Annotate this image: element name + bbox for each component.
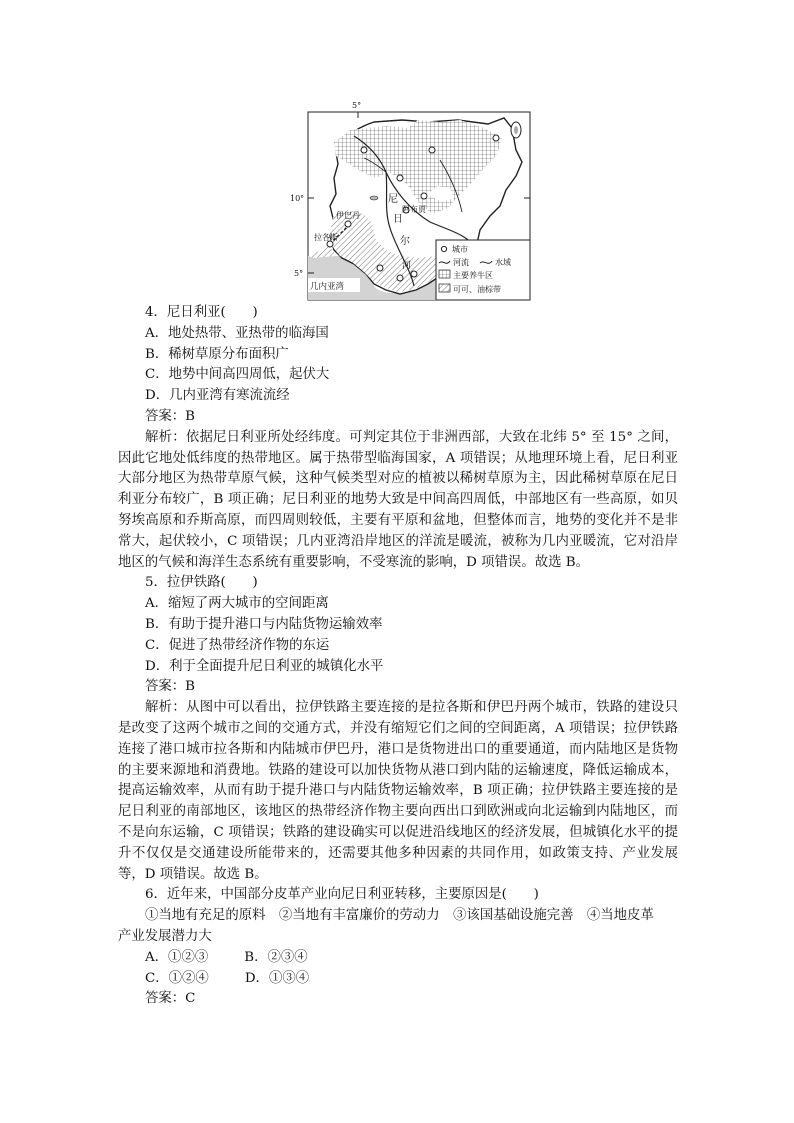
question-5-option-c: C．促进了热带经济作物的东运 (145, 637, 330, 653)
city-dot (397, 175, 403, 181)
question-6-stem: 6．近年来，中国部分皮革产业向尼日利亚转移，主要原因是( ) (145, 887, 539, 903)
city-dot (361, 147, 367, 153)
country-char: 日 (393, 214, 403, 225)
legend-water: 水域 (495, 258, 511, 267)
city-dot (429, 147, 435, 153)
question-5-option-a: A．缩短了两大城市的空间距离 (145, 596, 329, 612)
question-5-explanation: 解析：从图中可以看出，拉伊铁路主要连接的是拉各斯和伊巴丹两个城市，铁路的建设只是改变了这两个城市之间的交通方式，并没有缩短它们之间的空间距离，A 项错误；拉伊铁路连接了港口城市拉各斯和内陆城市伊巴丹，港口是货物进出口的重要通道，而内陆地区是货物的主要来源地和消费地。铁路的建设可以加快货物从港口到内陆的运输速度，降低运输成本，提高运输效率，从而有助于提升港口与内陆货物运输效率，B 项正确；拉伊铁路主要连接的是尼日利亚的南部地区，该地区的热带经济作物主要向西出口到欧洲或向北运输到内陆地区，而不是向东运输，C 项错误；铁路的建设确实可以促进沿线地区的经济发展，但城镇化水平的提升不仅仅是交通建设所能带来的，还需要其他多种因素的共同作用，如政策支持、产业发展等，D 项错误。故选 B。 (118, 700, 678, 882)
question-4-explanation: 解析：依据尼日利亚所处经纬度。可判定其位于非洲西部，大致在北纬 5° 至 15° 之间，因此它地处低纬度的热带地区。属于热带型临海国家，A 项错误；从地理环境上看，尼日利亚大部分地区为热带草原气候，这种气候类型对应的植被以稀树草原为主，因此稀树草原在尼日利亚分布较广，B 项正确；尼日利亚的地势大致是中间高四周低，中部地区有一些高原，如贝努埃高原和乔斯高原，而四周则较低，主要有平原和盆地，但整体而言，地势的变化并不是非常大，起伏较小，C 项错误；几内亚湾沿岸地区的洋流是暖流，被称为几内亚暖流，它对沿岸地区的气候和海洋生态系统有重要影响，不受寒流的影响，D 项错误。故选 B。 (118, 429, 678, 570)
question-5-stem: 5．拉伊铁路( ) (145, 575, 258, 591)
question-4-option-c: C．地势中间高四周低，起伏大 (145, 367, 330, 383)
question-6-answer: 答案：C (145, 991, 196, 1007)
country-char: 尼 (388, 194, 398, 205)
question-5-answer: 答案：B (145, 679, 196, 695)
question-4-stem: 4．尼日利亚( ) (145, 305, 258, 320)
gulf-label: 几内亚湾 (310, 282, 345, 292)
map-legend (436, 240, 530, 300)
legend-cattle-icon (439, 270, 450, 278)
question-4-option-d: D．几内亚湾有寒流流经 (145, 388, 290, 404)
question-6-items-line1: ①当地有充足的原料 ②当地有丰富廉价的劳动力 ③该国基础设施完善 ④当地皮革 (145, 908, 654, 924)
latitude-label-bottom: 5° (294, 269, 304, 278)
legend-river: 河流 (453, 258, 469, 267)
legend-cattle: 主要养牛区 (453, 271, 493, 280)
city-dot (411, 271, 417, 277)
question-4-answer: 答案：B (145, 408, 196, 424)
question-6-option-a: A．①②③ (145, 949, 209, 965)
nigeria-map (290, 98, 540, 304)
city-dot-ibadan (345, 221, 351, 227)
question-6-option-b: B．②③④ (244, 949, 308, 965)
question-6-items-line2: 产业发展潜力大 (118, 928, 212, 944)
latitude-label-left: 10° (290, 194, 305, 203)
city-label-lagos: 拉各斯 (314, 233, 338, 242)
city-dot (421, 193, 427, 199)
question-5-option-d: D．利于全面提升尼日利亚的城镇化水平 (145, 658, 384, 674)
legend-cocoa: 可可、油棕带 (453, 285, 501, 294)
question-6-options-row2 (118, 969, 678, 990)
question-body (118, 303, 678, 1010)
question-6-option-c: C．①②④ (145, 970, 209, 986)
legend-city: 城市 (452, 245, 468, 254)
city-dot (397, 275, 403, 281)
legend-city-icon (441, 246, 446, 251)
country-char: 尔 (400, 236, 410, 247)
city-dot (493, 135, 499, 141)
nigeria-map-figure (290, 98, 540, 304)
question-4-option-a: A．地处热带、亚热带的临海国 (145, 325, 329, 341)
city-dot (377, 265, 383, 271)
question-5-option-b: B．有助于提升港口与内陆货物运输效率 (145, 616, 383, 632)
question-6-option-d: D．①③④ (244, 970, 310, 986)
question-6-options-row1 (118, 948, 678, 969)
question-4-option-b: B．稀树草原分布面积广 (145, 346, 289, 362)
city-label-abuja: 阿布贾 (402, 205, 426, 214)
legend-cocoa-icon (439, 284, 450, 292)
latitude-label-top: 5° (352, 101, 362, 110)
river-char: 河 (402, 261, 412, 271)
city-label-ibadan: 伊巴丹 (336, 211, 360, 220)
